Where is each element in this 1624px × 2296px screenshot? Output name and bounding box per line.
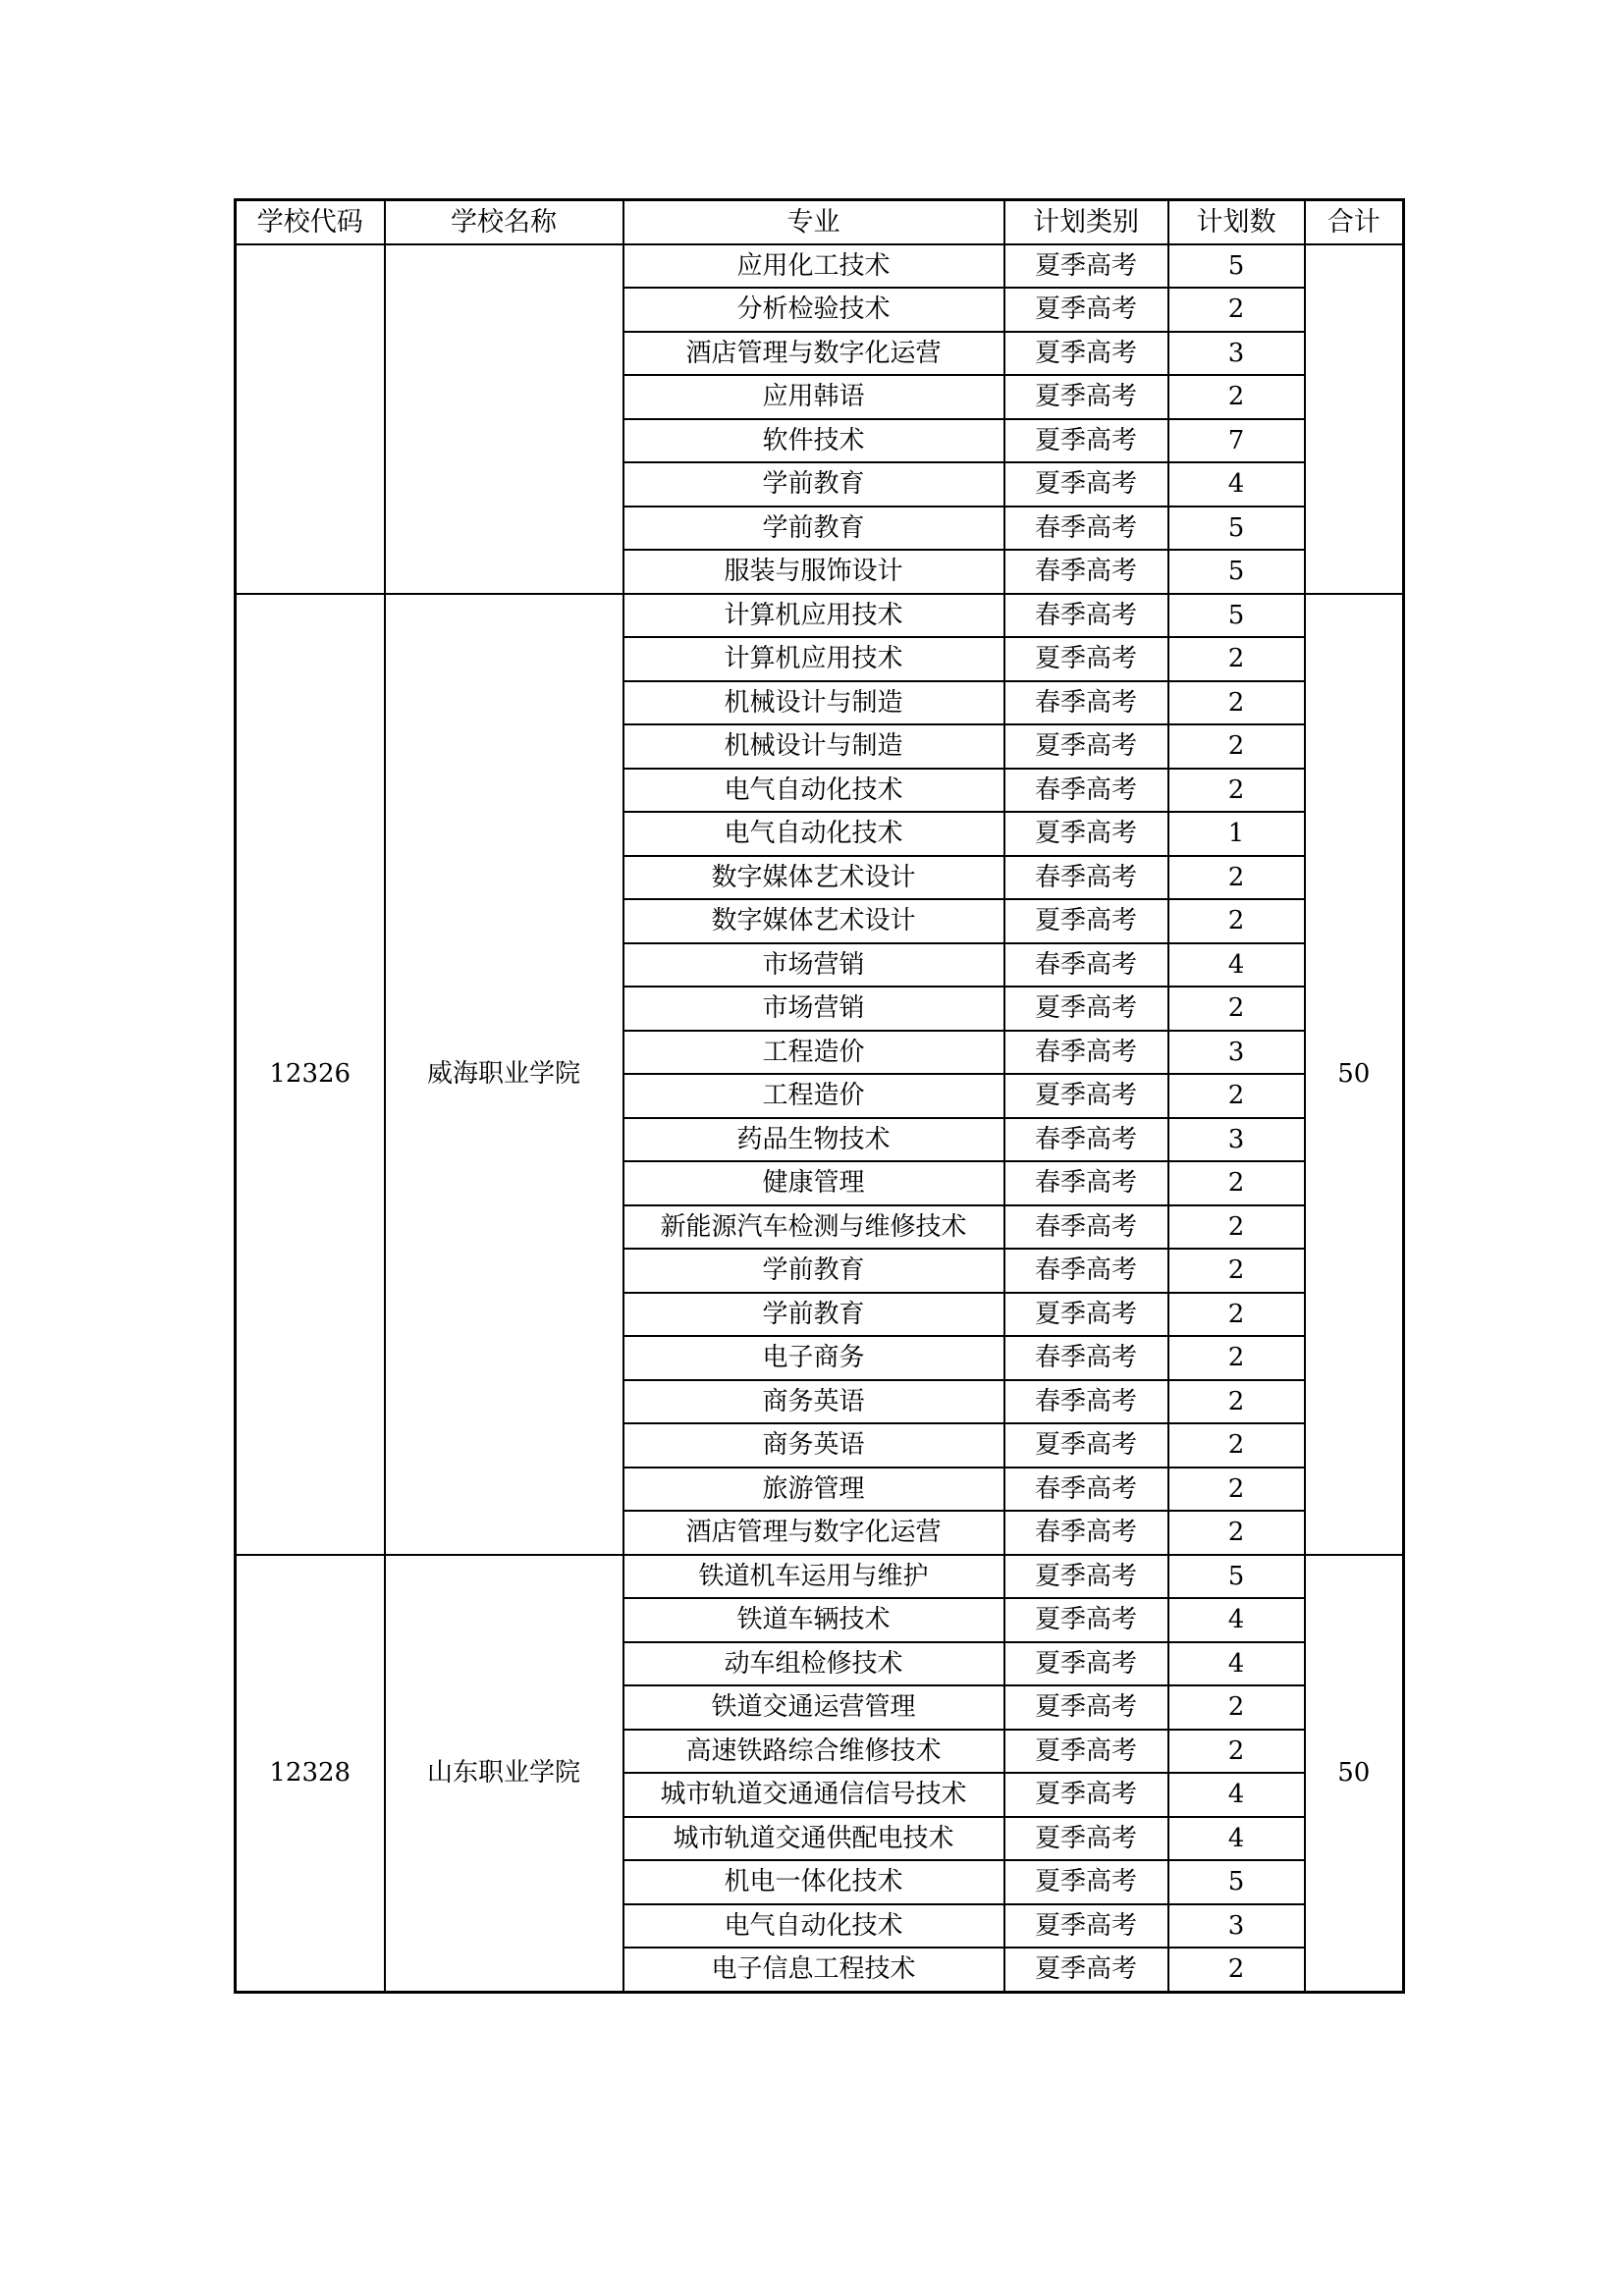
major-cell: 学前教育 [623,1293,1004,1337]
plan-type-cell: 春季高考 [1004,856,1168,900]
major-cell: 城市轨道交通通信信号技术 [623,1773,1004,1817]
plan-type-cell: 夏季高考 [1004,1642,1168,1686]
major-cell: 工程造价 [623,1031,1004,1075]
enrollment-plan-table [234,198,1405,1994]
table-row [236,1555,1404,1599]
plan-count-cell: 2 [1168,1293,1305,1337]
plan-type-cell: 夏季高考 [1004,462,1168,507]
plan-count-cell: 5 [1168,1860,1305,1904]
major-cell: 城市轨道交通供配电技术 [623,1817,1004,1861]
header-school-code: 学校代码 [236,200,385,244]
header-major: 专业 [623,200,1004,244]
plan-count-cell: 2 [1168,637,1305,681]
major-cell: 商务英语 [623,1423,1004,1468]
table-row [236,594,1404,638]
major-cell: 酒店管理与数字化运营 [623,332,1004,376]
plan-count-cell: 2 [1168,1249,1305,1293]
plan-type-cell: 春季高考 [1004,681,1168,725]
plan-count-cell: 2 [1168,1948,1305,1992]
school-name-cell: 威海职业学院 [385,594,623,1555]
total-cell [1305,244,1404,594]
plan-count-cell: 3 [1168,1118,1305,1162]
plan-count-cell: 7 [1168,419,1305,463]
major-cell: 铁道机车运用与维护 [623,1555,1004,1599]
plan-count-cell: 3 [1168,1031,1305,1075]
plan-type-cell: 春季高考 [1004,1249,1168,1293]
major-cell: 学前教育 [623,507,1004,551]
plan-type-cell: 春季高考 [1004,769,1168,813]
major-cell: 新能源汽车检测与维修技术 [623,1205,1004,1250]
major-cell: 计算机应用技术 [623,594,1004,638]
major-cell: 工程造价 [623,1074,1004,1118]
major-cell: 电气自动化技术 [623,812,1004,856]
plan-type-cell: 夏季高考 [1004,1598,1168,1642]
plan-type-cell: 春季高考 [1004,1118,1168,1162]
plan-count-cell: 2 [1168,1336,1305,1380]
plan-type-cell: 夏季高考 [1004,1860,1168,1904]
plan-count-cell: 2 [1168,1511,1305,1555]
plan-type-cell: 夏季高考 [1004,1074,1168,1118]
major-cell: 市场营销 [623,943,1004,988]
plan-type-cell: 春季高考 [1004,1511,1168,1555]
plan-type-cell: 春季高考 [1004,1031,1168,1075]
header-school-name: 学校名称 [385,200,623,244]
major-cell: 高速铁路综合维修技术 [623,1730,1004,1774]
plan-type-cell: 夏季高考 [1004,637,1168,681]
plan-type-cell: 夏季高考 [1004,724,1168,769]
plan-type-cell: 夏季高考 [1004,1773,1168,1817]
plan-count-cell: 2 [1168,375,1305,419]
plan-count-cell: 5 [1168,1555,1305,1599]
header-total: 合计 [1305,200,1404,244]
major-cell: 机械设计与制造 [623,681,1004,725]
major-cell: 铁道交通运营管理 [623,1685,1004,1730]
major-cell: 健康管理 [623,1161,1004,1205]
major-cell: 电子商务 [623,1336,1004,1380]
plan-count-cell: 2 [1168,1161,1305,1205]
major-cell: 数字媒体艺术设计 [623,899,1004,943]
plan-type-cell: 春季高考 [1004,1380,1168,1424]
major-cell: 药品生物技术 [623,1118,1004,1162]
header-plan-type: 计划类别 [1004,200,1168,244]
plan-count-cell: 2 [1168,1074,1305,1118]
school-name-cell [385,244,623,594]
major-cell: 机电一体化技术 [623,1860,1004,1904]
plan-type-cell: 夏季高考 [1004,1817,1168,1861]
plan-type-cell: 夏季高考 [1004,1685,1168,1730]
major-cell: 动车组检修技术 [623,1642,1004,1686]
plan-type-cell: 夏季高考 [1004,1293,1168,1337]
major-cell: 分析检验技术 [623,288,1004,332]
plan-count-cell: 4 [1168,1598,1305,1642]
major-cell: 计算机应用技术 [623,637,1004,681]
plan-count-cell: 2 [1168,1730,1305,1774]
plan-count-cell: 5 [1168,594,1305,638]
major-cell: 数字媒体艺术设计 [623,856,1004,900]
school-code-cell [236,244,385,594]
table-body [236,244,1404,1993]
plan-type-cell: 春季高考 [1004,1205,1168,1250]
major-cell: 机械设计与制造 [623,724,1004,769]
plan-count-cell: 4 [1168,943,1305,988]
plan-count-cell: 2 [1168,856,1305,900]
header-plan-count: 计划数 [1168,200,1305,244]
plan-count-cell: 4 [1168,1817,1305,1861]
plan-count-cell: 2 [1168,724,1305,769]
major-cell: 酒店管理与数字化运营 [623,1511,1004,1555]
plan-type-cell: 春季高考 [1004,507,1168,551]
plan-type-cell: 春季高考 [1004,1468,1168,1512]
plan-count-cell: 2 [1168,1423,1305,1468]
plan-count-cell: 2 [1168,681,1305,725]
major-cell: 铁道车辆技术 [623,1598,1004,1642]
plan-type-cell: 春季高考 [1004,943,1168,988]
major-cell: 电子信息工程技术 [623,1948,1004,1992]
plan-type-cell: 夏季高考 [1004,899,1168,943]
plan-type-cell: 夏季高考 [1004,288,1168,332]
plan-count-cell: 4 [1168,1773,1305,1817]
major-cell: 服装与服饰设计 [623,550,1004,594]
plan-count-cell: 3 [1168,1904,1305,1949]
plan-type-cell: 夏季高考 [1004,244,1168,289]
major-cell: 应用化工技术 [623,244,1004,289]
plan-type-cell: 夏季高考 [1004,332,1168,376]
major-cell: 电气自动化技术 [623,1904,1004,1949]
plan-type-cell: 夏季高考 [1004,1423,1168,1468]
plan-type-cell: 夏季高考 [1004,987,1168,1031]
school-code-cell: 12328 [236,1555,385,1993]
plan-type-cell: 夏季高考 [1004,812,1168,856]
major-cell: 商务英语 [623,1380,1004,1424]
plan-count-cell: 1 [1168,812,1305,856]
plan-count-cell: 5 [1168,550,1305,594]
major-cell: 电气自动化技术 [623,769,1004,813]
plan-type-cell: 夏季高考 [1004,375,1168,419]
major-cell: 应用韩语 [623,375,1004,419]
major-cell: 市场营销 [623,987,1004,1031]
school-code-cell: 12326 [236,594,385,1555]
total-cell: 50 [1305,1555,1404,1993]
plan-type-cell: 夏季高考 [1004,1904,1168,1949]
plan-count-cell: 2 [1168,987,1305,1031]
plan-count-cell: 2 [1168,1205,1305,1250]
plan-count-cell: 2 [1168,1468,1305,1512]
plan-type-cell: 夏季高考 [1004,419,1168,463]
plan-type-cell: 春季高考 [1004,594,1168,638]
major-cell: 学前教育 [623,1249,1004,1293]
plan-count-cell: 5 [1168,244,1305,289]
plan-count-cell: 3 [1168,332,1305,376]
school-name-cell: 山东职业学院 [385,1555,623,1993]
plan-count-cell: 2 [1168,769,1305,813]
plan-type-cell: 夏季高考 [1004,1555,1168,1599]
table-row [236,244,1404,289]
plan-count-cell: 4 [1168,1642,1305,1686]
plan-count-cell: 4 [1168,462,1305,507]
plan-type-cell: 夏季高考 [1004,1730,1168,1774]
plan-count-cell: 2 [1168,899,1305,943]
total-cell: 50 [1305,594,1404,1555]
plan-type-cell: 春季高考 [1004,550,1168,594]
major-cell: 旅游管理 [623,1468,1004,1512]
plan-count-cell: 5 [1168,507,1305,551]
major-cell: 软件技术 [623,419,1004,463]
plan-type-cell: 春季高考 [1004,1161,1168,1205]
header-row [236,200,1404,244]
plan-count-cell: 2 [1168,288,1305,332]
plan-count-cell: 2 [1168,1380,1305,1424]
plan-type-cell: 夏季高考 [1004,1948,1168,1992]
plan-type-cell: 春季高考 [1004,1336,1168,1380]
plan-count-cell: 2 [1168,1685,1305,1730]
major-cell: 学前教育 [623,462,1004,507]
